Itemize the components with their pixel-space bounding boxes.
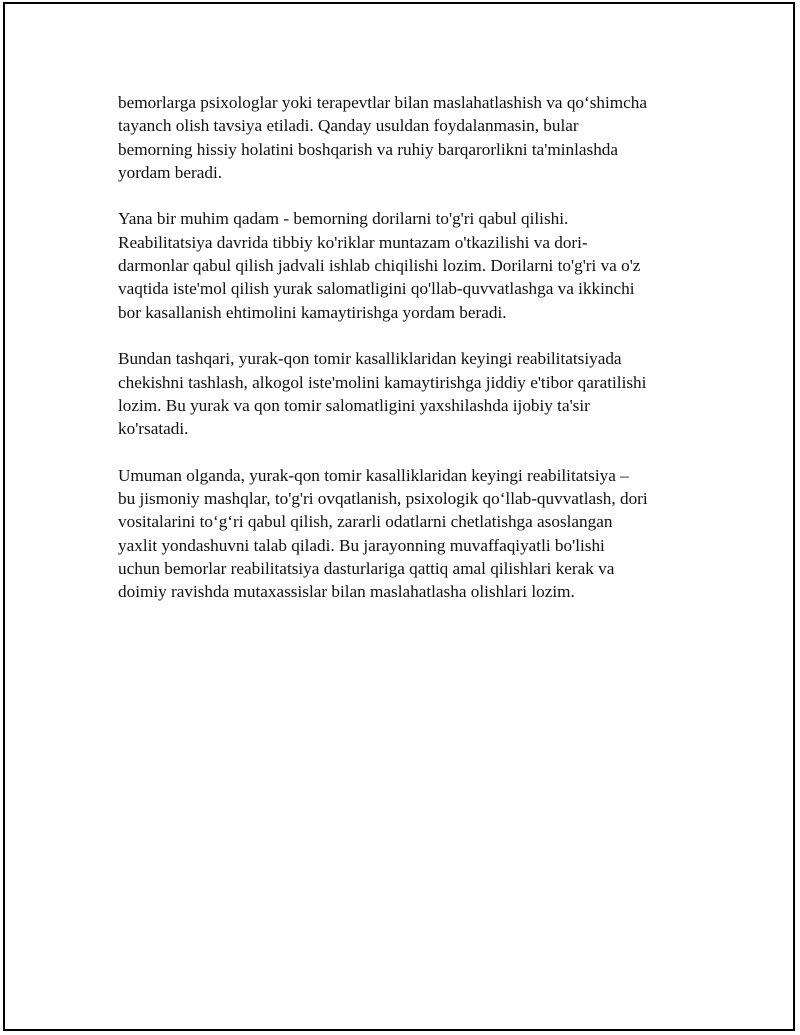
text-line: lozim. Bu yurak va qon tomir salomatligini yaxshilashda ijobiy ta'sir bbox=[118, 395, 590, 415]
text-line: Yana bir muhim qadam - bemorning dorilarni to'g'ri qabul qilishi. bbox=[118, 209, 569, 229]
text-line: ko'rsatadi. bbox=[118, 419, 189, 439]
text-line: yaxlit yondashuvni talab qiladi. Bu jarayonning muvaffaqiyatli bo'lishi bbox=[118, 535, 605, 555]
document-body bbox=[118, 91, 693, 627]
text-line: bu jismoniy mashqlar, to'g'ri ovqatlanish, psixologik qo‘llab-quvvatlash, dori bbox=[118, 489, 648, 509]
text-line: vaqtida iste'mol qilish yurak salomatligini qo'llab-quvvatlashga va ikkinchi bbox=[118, 279, 635, 299]
text-line: Reabilitatsiya davrida tibbiy ko'riklar muntazam o'tkazilishi va dori- bbox=[118, 232, 588, 252]
text-line: doimiy ravishda mutaxassislar bilan maslahatlasha olishlari lozim. bbox=[118, 582, 575, 602]
text-line: Bundan tashqari, yurak-qon tomir kasalliklaridan keyingi reabilitatsiyada bbox=[118, 349, 622, 369]
text-line: bemorning hissiy holatini boshqarish va ruhiy barqarorlikni ta'minlashda bbox=[118, 139, 619, 159]
text-line: bor kasallanish ehtimolini kamaytirishga yordam beradi. bbox=[118, 302, 507, 322]
paragraph-1 bbox=[118, 91, 693, 184]
paragraph-2 bbox=[118, 207, 693, 323]
text-line: Umuman olganda, yurak-qon tomir kasalliklaridan keyingi reabilitatsiya – bbox=[118, 465, 629, 485]
text-line: bemorlarga psixologlar yoki terapevtlar bilan maslahatlashish va qo‘shimcha bbox=[118, 93, 648, 112]
paragraph-4 bbox=[118, 464, 693, 604]
text-line: uchun bemorlar reabilitatsiya dasturlariga qattiq amal qilishlari kerak va bbox=[118, 558, 615, 578]
text-line: vositalarini to‘g‘ri qabul qilish, zararli odatlarni chetlatishga asoslangan bbox=[118, 512, 613, 532]
text-line: tayanch olish tavsiya etiladi. Qanday usuldan foydalanmasin, bular bbox=[118, 116, 579, 136]
text-line: chekishni tashlash, alkogol iste'molini kamaytirishga jiddiy e'tibor qaratilishi bbox=[118, 372, 647, 392]
paragraph-3 bbox=[118, 347, 693, 440]
text-line: darmonlar qabul qilish jadvali ishlab chiqilishi lozim. Dorilarni to'g'ri va o'z bbox=[118, 256, 641, 276]
text-line: yordam beradi. bbox=[118, 162, 223, 182]
